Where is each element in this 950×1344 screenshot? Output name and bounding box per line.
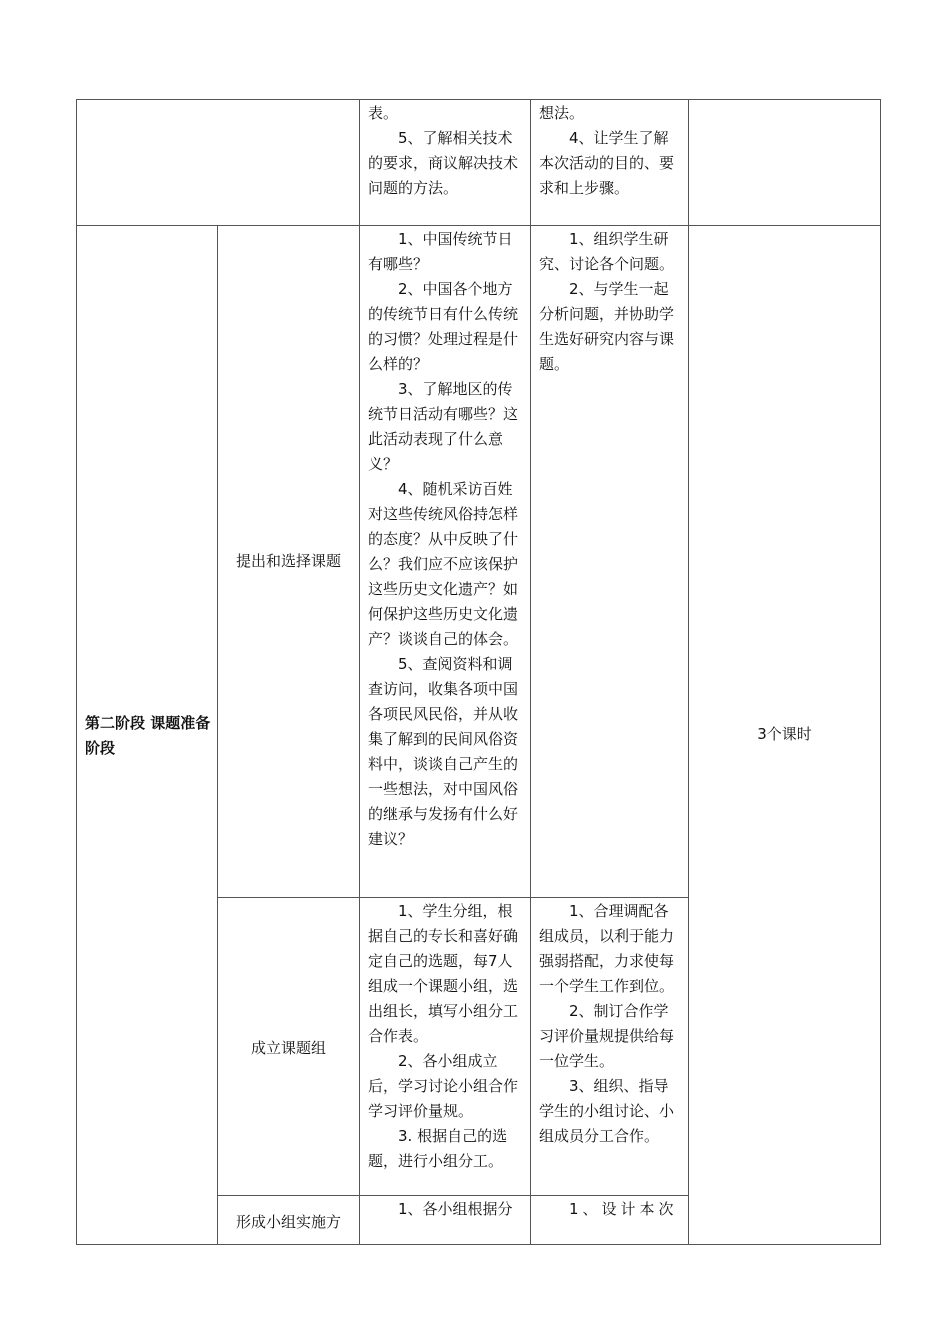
row1-label-cell <box>217 225 360 898</box>
stage2-hours-cell <box>688 225 881 1245</box>
row3-label-cell <box>217 1195 360 1245</box>
row2-teacher-item-1: 1、合理调配各组成员，以利于能力强弱搭配，力求使每一个学生工作到位。 <box>539 902 675 995</box>
top-row-teacher-cell <box>530 99 689 226</box>
row1-teacher-cell <box>530 225 689 898</box>
row1-student-item-1: 1、中国传统节日有哪些？ <box>368 230 513 273</box>
row3-teacher-item-1: 1、设计本次 <box>569 1200 678 1218</box>
top-teacher-continued-text: 想法。 <box>539 104 585 122</box>
row2-student-item-1: 1、学生分组，根据自己的专长和喜好确定自己的选题，每7人组成一个课题小组，选出组长，填写小组分工合作表。 <box>368 902 519 1045</box>
row1-label: 提出和选择课题 <box>235 552 341 570</box>
row3-label: 形成小组实施方 <box>235 1213 341 1231</box>
row1-student-item-5: 5、查阅资料和调查访问，收集各项中国各项民风民俗，并从收集了解到的民间风俗资料中，谈谈自己产生的一些想法，对中国风俗的继承与发扬有什么好建议？ <box>368 655 519 848</box>
row2-teacher-item-3: 3、组织、指导学生的小组讨论、小组成员分工合作。 <box>539 1077 675 1145</box>
row2-student-cell <box>359 897 531 1196</box>
row3-student-cell <box>359 1195 531 1245</box>
row3-teacher-cell <box>530 1195 689 1245</box>
row3-student-item-1: 1、各小组根据分 <box>398 1200 513 1218</box>
stage2-hours: 3个课时 <box>757 725 812 743</box>
row1-teacher-item-1: 1、组织学生研究、讨论各个问题。 <box>539 230 675 273</box>
row2-teacher-item-2: 2、制订合作学习评价量规提供给每一位学生。 <box>539 1002 675 1070</box>
row1-student-item-3: 3、了解地区的传统节日活动有哪些？这此活动表现了什么意义？ <box>368 380 519 473</box>
top-row-student-cell <box>359 99 531 226</box>
row2-student-item-3: 3. 根据自己的选题，进行小组分工。 <box>368 1127 508 1170</box>
row1-student-item-4: 4、随机采访百姓对这些传统风俗持怎样的态度？从中反映了什么？我们应不应该保护这些历史文化遗产？如何保护这些历史文化遗产？谈谈自己的体会。 <box>368 480 519 648</box>
row1-student-item-2: 2、中国各个地方的传统节日有什么传统的习惯？处理过程是什么样的？ <box>368 280 519 373</box>
stage2-title: 第二阶段 课题准备阶段 <box>85 714 211 757</box>
row2-label: 成立课题组 <box>250 1039 326 1057</box>
row1-teacher-item-2: 2、与学生一起分析问题，并协助学生选好研究内容与课题。 <box>539 280 675 373</box>
top-student-continued-text: 表。 <box>368 104 399 122</box>
row2-teacher-cell <box>530 897 689 1196</box>
top-teacher-item-4: 4、让学生了解本次活动的目的、要求和上步骤。 <box>539 129 675 197</box>
top-row-hours-cell <box>688 99 881 226</box>
row2-student-item-2: 2、各小组成立后，学习讨论小组合作学习评价量规。 <box>368 1052 519 1120</box>
top-student-item-5: 5、了解相关技术的要求，商议解决技术问题的方法。 <box>368 129 519 197</box>
row1-student-cell <box>359 225 531 898</box>
top-row-col12-cell <box>76 99 360 226</box>
row2-label-cell <box>217 897 360 1196</box>
stage2-label-cell <box>76 225 218 1245</box>
